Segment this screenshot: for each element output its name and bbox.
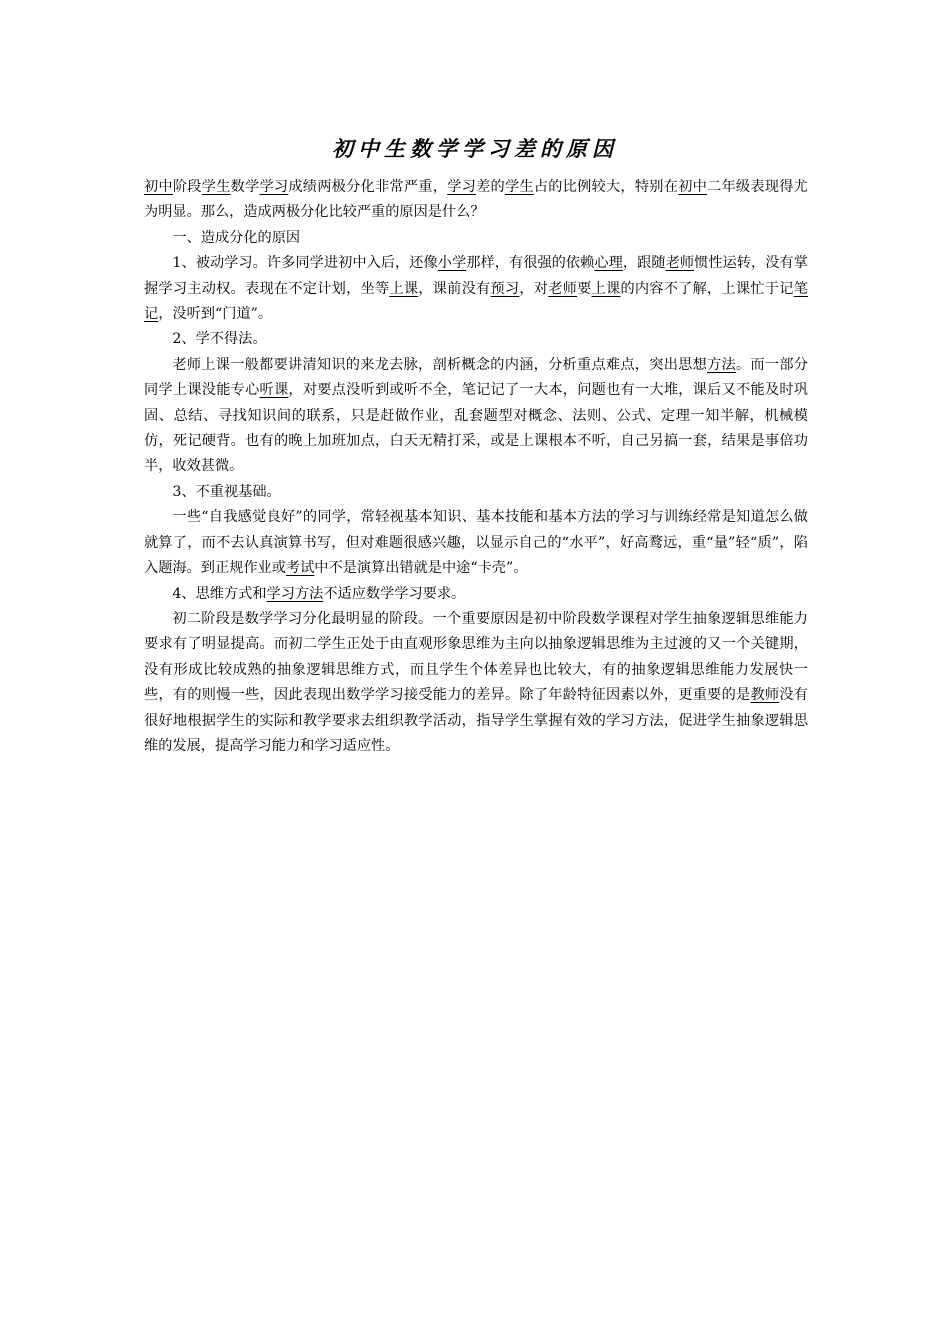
underlined-term: 学习 — [447, 179, 477, 195]
underlined-term: 老师 — [548, 280, 578, 297]
underlined-term: 学习方法 — [266, 585, 324, 602]
underlined-term: 上课 — [389, 280, 419, 297]
underlined-term: 听课 — [259, 382, 289, 399]
text-run: 那样，有很强的依赖 — [466, 255, 595, 272]
underlined-term: 方法 — [707, 356, 736, 373]
text-run: 一些“自我感觉良好”的同学，常轻视基本知识、基本技能和基本方法的学习与训练经常是知道怎么做就算了，而不去认真演算书写，但对难题很感兴趣，以显示自己的“水平”，好高鹜远，重“量”轻“质”，陷入题海。到正规作业或 — [144, 509, 808, 577]
text-run: 没有很好地根据学生的实际和教学要求去组织教学活动，指导学生掌握有效的学习方法，促进学生抽象逻辑思维的发展，提高学习能力和学习适应性。 — [144, 687, 808, 754]
text-run: 成绩两极分化非常严重， — [288, 179, 448, 195]
document-title: 初中生数学学习差的原因 — [332, 136, 618, 161]
text-run: ，没听到“门道”。 — [158, 306, 273, 323]
underlined-term: 初中 — [144, 179, 173, 195]
text-run: ，跟随 — [622, 255, 666, 272]
text-run: 数学 — [230, 179, 260, 195]
text-run: 的内容不了解，上课忙于记 — [620, 280, 794, 297]
text-run: 3、不重视基础。 — [172, 483, 281, 500]
text-run: 。而一部分同学上课没能专心 — [144, 356, 808, 399]
text-run: 不适应数学学习要求。 — [323, 585, 466, 602]
text-run: 老师上课一般都要讲清知识的来龙去脉，剖析概念的内涵，分析重点难点，突出思想 — [172, 356, 708, 373]
underlined-term: 学习 — [259, 179, 289, 195]
underlined-term: 学生 — [201, 179, 231, 195]
underlined-term: 心理 — [594, 255, 623, 272]
text-run: 阶段 — [172, 179, 202, 195]
underlined-term: 笔记 — [144, 280, 808, 323]
document-body — [144, 175, 808, 759]
text-run: 要 — [577, 280, 592, 297]
paragraph — [144, 480, 808, 505]
paragraph — [144, 353, 808, 480]
text-run: 初二阶段是数学学习分化最明显的阶段。一个重要原因是初中阶段数学课程对学生抽象逻辑思维能力要求有了明显提高。而初二学生正处于由直观形象思维为主向以抽象逻辑思维为主过渡的又一个关键期，没有形成比较成熟的抽象逻辑思维方式，而且学生个体差异也比较大，有的抽象逻辑思维能力发展快一些，有的则慢一些，因此表现出数学学习接受能力的差异。除了年龄特征因素以外，更重要的是 — [144, 610, 808, 704]
paragraph — [144, 582, 808, 607]
text-run: 惯性运转，没有掌握学习主动权。表现在不定计划，坐等 — [144, 255, 808, 297]
text-run: 一、造成分化的原因 — [172, 229, 301, 246]
text-run: 占的比例较大，特别在 — [533, 179, 679, 195]
underlined-term: 小学 — [437, 255, 467, 272]
underlined-term: 教师 — [750, 687, 780, 704]
text-run: 中不是演算出错就是中途“卡壳”。 — [314, 560, 528, 577]
text-run: ，课前没有 — [418, 280, 491, 297]
text-run: 4、思维方式和 — [172, 585, 267, 602]
text-run: ，对 — [519, 280, 549, 297]
text-run: 二年级表现得尤为明显。那么，造成两极分化比较严重的原因是什么？ — [144, 179, 808, 221]
paragraph — [144, 327, 808, 352]
text-run: 差的 — [476, 179, 505, 195]
underlined-term: 预习 — [490, 280, 520, 297]
paragraph — [144, 607, 808, 759]
text-run: 1、被动学习。许多同学进初中入后，还像 — [172, 255, 438, 272]
text-run: 2、学不得法。 — [172, 331, 267, 348]
paragraph — [144, 175, 808, 226]
underlined-term: 老师 — [665, 255, 695, 272]
underlined-term: 上课 — [591, 280, 621, 297]
underlined-term: 初中 — [678, 179, 708, 195]
paragraph — [144, 251, 808, 327]
paragraph — [144, 226, 808, 251]
text-run: ，对要点没听到或听不全，笔记记了一大本，问题也有一大堆，课后又不能及时巩固、总结、寻找知识间的联系，只是赶做作业，乱套题型对概念、法则、公式、定理一知半解，机械模仿，死记硬背。也有的晚上加班加点，白天无精打采，或是上课根本不听，自己另搞一套，结果是事倍功半，收效甚微。 — [144, 382, 808, 475]
underlined-term: 学生 — [504, 179, 534, 195]
underlined-term: 考试 — [285, 560, 315, 577]
paragraph — [144, 505, 808, 581]
